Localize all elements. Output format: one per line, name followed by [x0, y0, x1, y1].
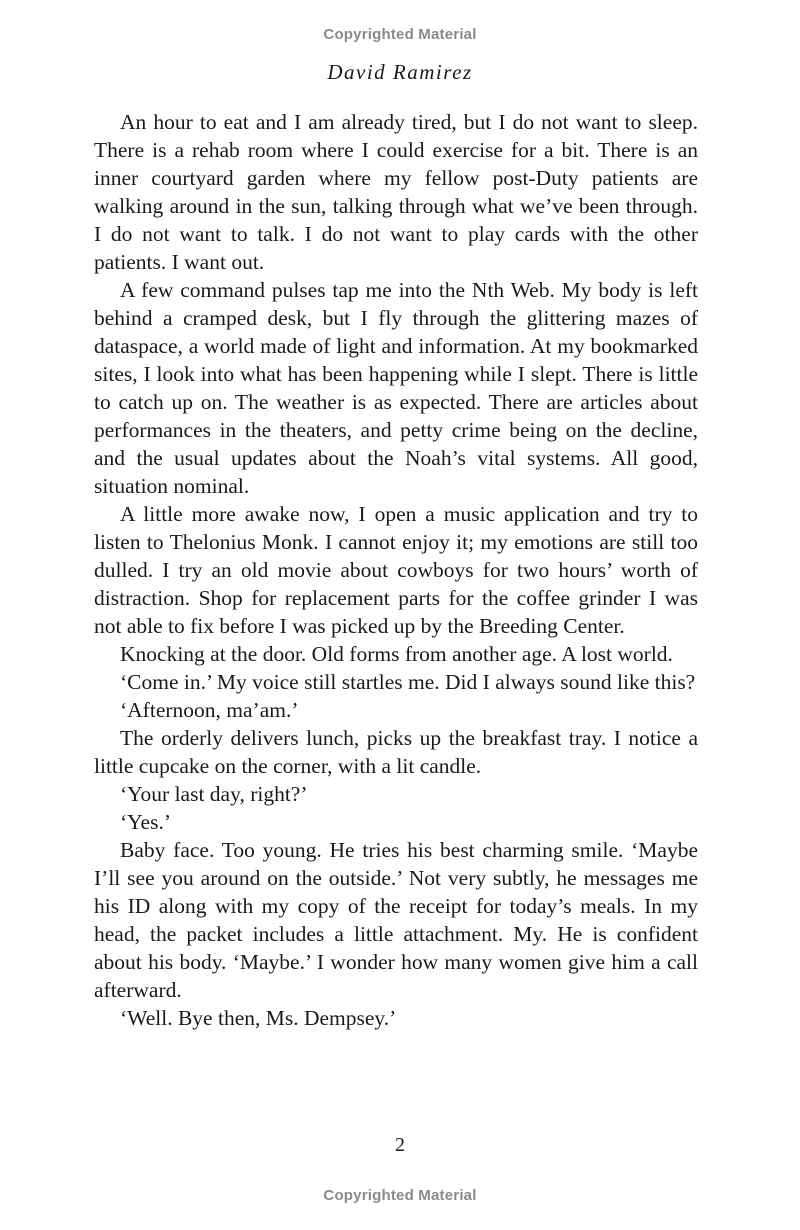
paragraph: ‘Afternoon, ma’am.’	[120, 698, 299, 722]
paragraph: An hour to eat and I am already tired, but I do not want to sleep. There is a rehab room where I could exercise for a bit. There is an inner courtyard garden where my fellow post-Duty patients are walking around in the sun, talking through what we’ve been through. I do not want to talk. I do not want to play cards with the other patients. I want out.	[94, 110, 698, 274]
copyright-watermark-bottom: Copyrighted Material	[323, 1187, 477, 1204]
paragraph: A few command pulses tap me into the Nth Web. My body is left behind a cramped desk, but I fly through the glittering mazes of dataspace, a world made of light and information. At my bookmarked sites, I look into what has been happening while I slept. There is little to catch up on. The weather is as expected. There are articles about performances in the theaters, and petty crime being on the decline, and the usual updates about the Noah’s vital systems. All good, situation nominal.	[94, 278, 698, 498]
paragraph: ‘Come in.’ My voice still startles me. Did I always sound like this?	[120, 670, 696, 694]
running-head-author: David Ramirez	[327, 60, 473, 84]
body-text	[94, 108, 698, 1032]
paragraph: The orderly delivers lunch, picks up the breakfast tray. I notice a little cupcake on the corner, with a lit candle.	[94, 726, 698, 778]
paragraph: A little more awake now, I open a music application and try to listen to Thelonius Monk. I cannot enjoy it; my emotions are still too dulled. I try an old movie about cowboys for two hours’ worth of distraction. Shop for replacement parts for the coffee grinder I was not able to fix before I was picked up by the Breeding Center.	[94, 502, 698, 638]
copyright-watermark-top: Copyrighted Material	[323, 26, 477, 43]
paragraph: ‘Well. Bye then, Ms. Dempsey.’	[120, 1006, 397, 1030]
paragraph: Knocking at the door. Old forms from another age. A lost world.	[120, 642, 673, 666]
paragraph: ‘Your last day, right?’	[120, 782, 308, 806]
page-number: 2	[395, 1134, 405, 1156]
paragraph: ‘Yes.’	[120, 810, 171, 834]
paragraph: Baby face. Too young. He tries his best charming smile. ‘Maybe I’ll see you around on the outside.’ Not very subtly, he messages me his ID along with my copy of the receipt for today’s meals. In my head, the packet includes a little attachment. My. He is confident about his body. ‘Maybe.’ I wonder how many women give him a call afterward.	[94, 838, 698, 1002]
